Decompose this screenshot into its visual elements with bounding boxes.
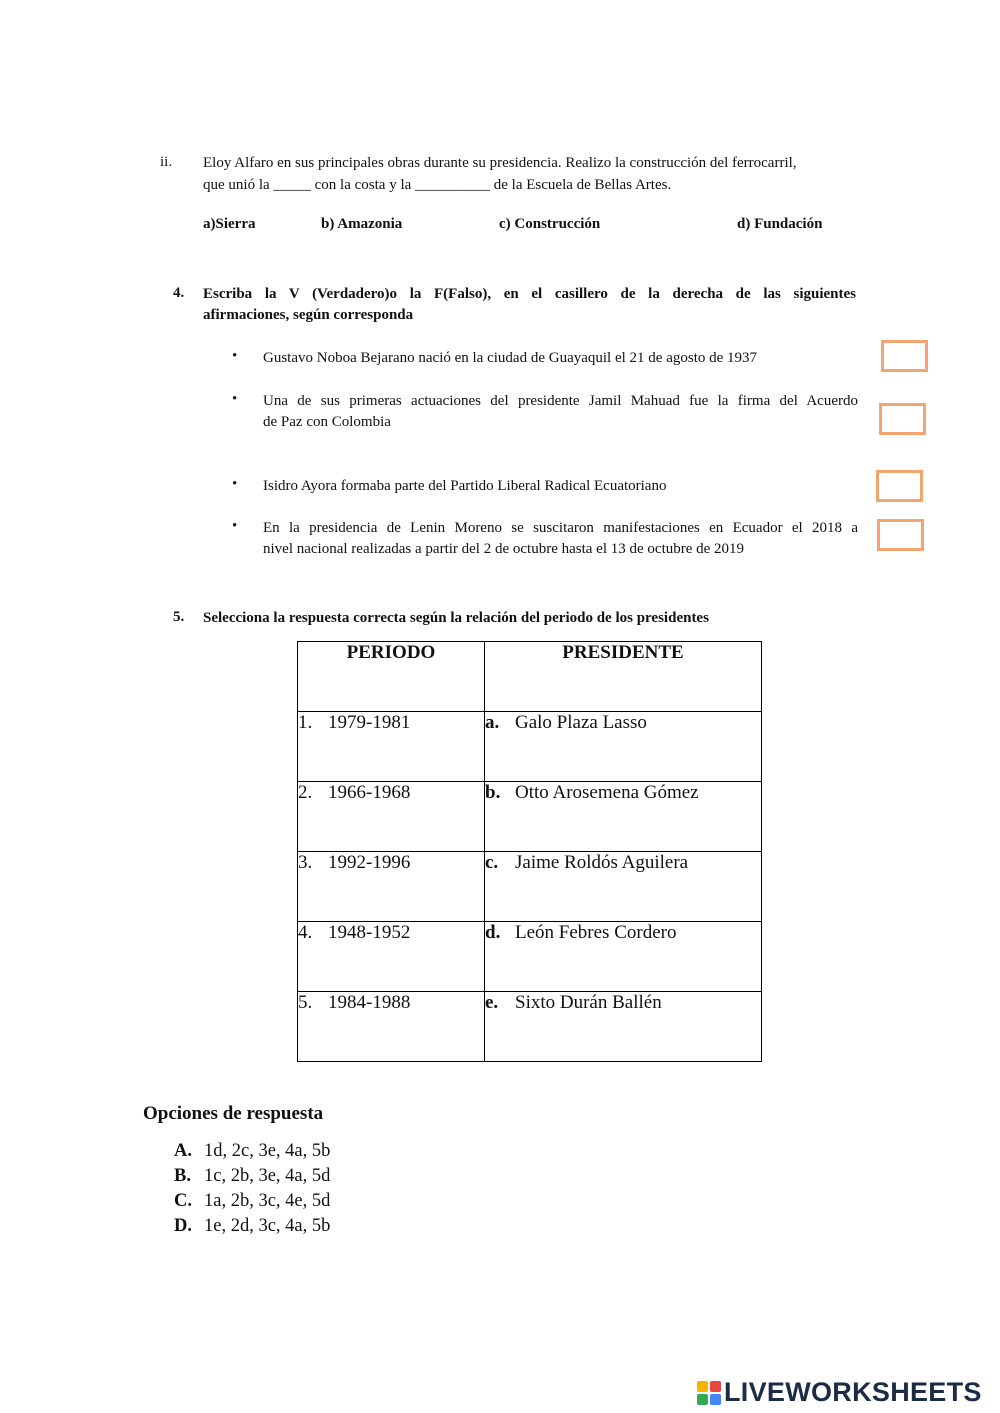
table-row <box>298 992 762 1062</box>
statement-line: En la presidencia de Lenin Moreno se suscitaron manifestaciones en Ecuador el 2018 a <box>263 520 858 536</box>
option-c: c) Construcción <box>499 216 601 232</box>
table-header-row <box>298 642 762 712</box>
period-value: 1992-1996 <box>328 852 411 873</box>
question-text-line: que unió la _____ con la costa y la __________ de la Escuela de Bellas Artes. <box>203 177 672 193</box>
bullet: • <box>232 348 238 364</box>
period-number: 5. <box>298 992 313 1013</box>
answer-letter: B. <box>174 1166 191 1186</box>
table-row <box>298 852 762 922</box>
period-value: 1979-1981 <box>328 712 411 733</box>
answer-options-title: Opciones de respuesta <box>143 1103 324 1124</box>
heading-line: Escriba la V (Verdadero)o la F(Falso), en el casillero de la derecha de las siguientes <box>203 286 856 302</box>
period-number: 2. <box>298 782 313 803</box>
answer-text: 1d, 2c, 3e, 4a, 5b <box>204 1141 331 1161</box>
president-name: Sixto Durán Ballén <box>515 992 662 1013</box>
period-cell <box>298 782 485 852</box>
period-value: 1984-1988 <box>328 992 411 1013</box>
true-false-answer-box[interactable] <box>877 519 924 551</box>
president-letter: e. <box>485 992 499 1013</box>
column-header-presidente: PRESIDENTE <box>485 642 762 712</box>
logo-square <box>697 1394 708 1405</box>
answer-option <box>174 1191 330 1212</box>
statement-line: Una de sus primeras actuaciones del presidente Jamil Mahuad fue la firma del Acuerdo <box>263 393 858 409</box>
president-cell <box>485 992 762 1062</box>
president-name: Jaime Roldós Aguilera <box>515 852 689 873</box>
statement-line: nivel nacional realizadas a partir del 2 de octubre hasta el 13 de octubre de 2019 <box>263 541 745 557</box>
presidents-table <box>297 641 762 1062</box>
question-heading: Selecciona la respuesta correcta según la relación del periodo de los presidentes <box>203 610 709 626</box>
true-false-answer-box[interactable] <box>881 340 928 372</box>
president-name: Galo Plaza Lasso <box>515 712 647 733</box>
answer-letter: A. <box>174 1141 192 1161</box>
question-heading <box>203 284 856 326</box>
true-false-answer-box[interactable] <box>879 403 926 435</box>
statement <box>263 348 858 369</box>
answer-letter: D. <box>174 1216 192 1236</box>
president-cell <box>485 852 762 922</box>
question-number: ii. <box>160 154 173 170</box>
logo-square <box>697 1381 708 1392</box>
period-number: 3. <box>298 852 313 873</box>
statement <box>263 391 858 433</box>
question-number: 5. <box>173 609 185 625</box>
table-row <box>298 922 762 992</box>
question-text-line: Eloy Alfaro en sus principales obras durante su presidencia. Realizo la construcción del ferrocarril, <box>203 155 797 171</box>
bullet: • <box>232 476 238 492</box>
president-letter: b. <box>485 782 501 803</box>
president-cell <box>485 922 762 992</box>
bullet: • <box>232 391 238 407</box>
president-name: León Febres Cordero <box>515 922 677 943</box>
period-cell <box>298 712 485 782</box>
table-row <box>298 782 762 852</box>
question-text <box>203 152 858 196</box>
period-value: 1966-1968 <box>328 782 411 803</box>
logo-square <box>710 1381 721 1392</box>
bullet: • <box>232 518 238 534</box>
president-letter: d. <box>485 922 501 943</box>
period-cell <box>298 852 485 922</box>
option-d: d) Fundación <box>737 216 823 232</box>
logo-icon <box>697 1381 721 1405</box>
president-cell <box>485 712 762 782</box>
period-cell <box>298 992 485 1062</box>
statement-line: Gustavo Noboa Bejarano nació en la ciudad de Guayaquil el 21 de agosto de 1937 <box>263 350 758 366</box>
true-false-answer-box[interactable] <box>876 470 923 502</box>
logo-square <box>710 1394 721 1405</box>
president-name: Otto Arosemena Gómez <box>515 782 699 803</box>
logo-text: LIVEWORKSHEETS <box>724 1377 982 1407</box>
heading-line: afirmaciones, según corresponda <box>203 307 414 323</box>
statement <box>263 476 858 497</box>
table-row <box>298 712 762 782</box>
period-number: 1. <box>298 712 313 733</box>
president-letter: a. <box>485 712 500 733</box>
statement-line: Isidro Ayora formaba parte del Partido Liberal Radical Ecuatoriano <box>263 478 667 494</box>
answer-option <box>174 1141 330 1162</box>
liveworksheets-logo <box>697 1377 982 1408</box>
president-cell <box>485 782 762 852</box>
answer-text: 1c, 2b, 3e, 4a, 5d <box>204 1166 331 1186</box>
period-number: 4. <box>298 922 313 943</box>
period-value: 1948-1952 <box>328 922 411 943</box>
option-b: b) Amazonia <box>321 216 403 232</box>
column-header-periodo: PERIODO <box>298 642 485 712</box>
answer-text: 1a, 2b, 3c, 4e, 5d <box>204 1191 331 1211</box>
president-letter: c. <box>485 852 499 873</box>
period-cell <box>298 922 485 992</box>
statement-line: de Paz con Colombia <box>263 414 391 430</box>
option-a: a)Sierra <box>203 216 256 232</box>
question-number: 4. <box>173 285 185 301</box>
answer-option <box>174 1166 330 1187</box>
answer-text: 1e, 2d, 3c, 4a, 5b <box>204 1216 331 1236</box>
answer-letter: C. <box>174 1191 192 1211</box>
statement <box>263 518 858 560</box>
answer-option <box>174 1216 330 1237</box>
